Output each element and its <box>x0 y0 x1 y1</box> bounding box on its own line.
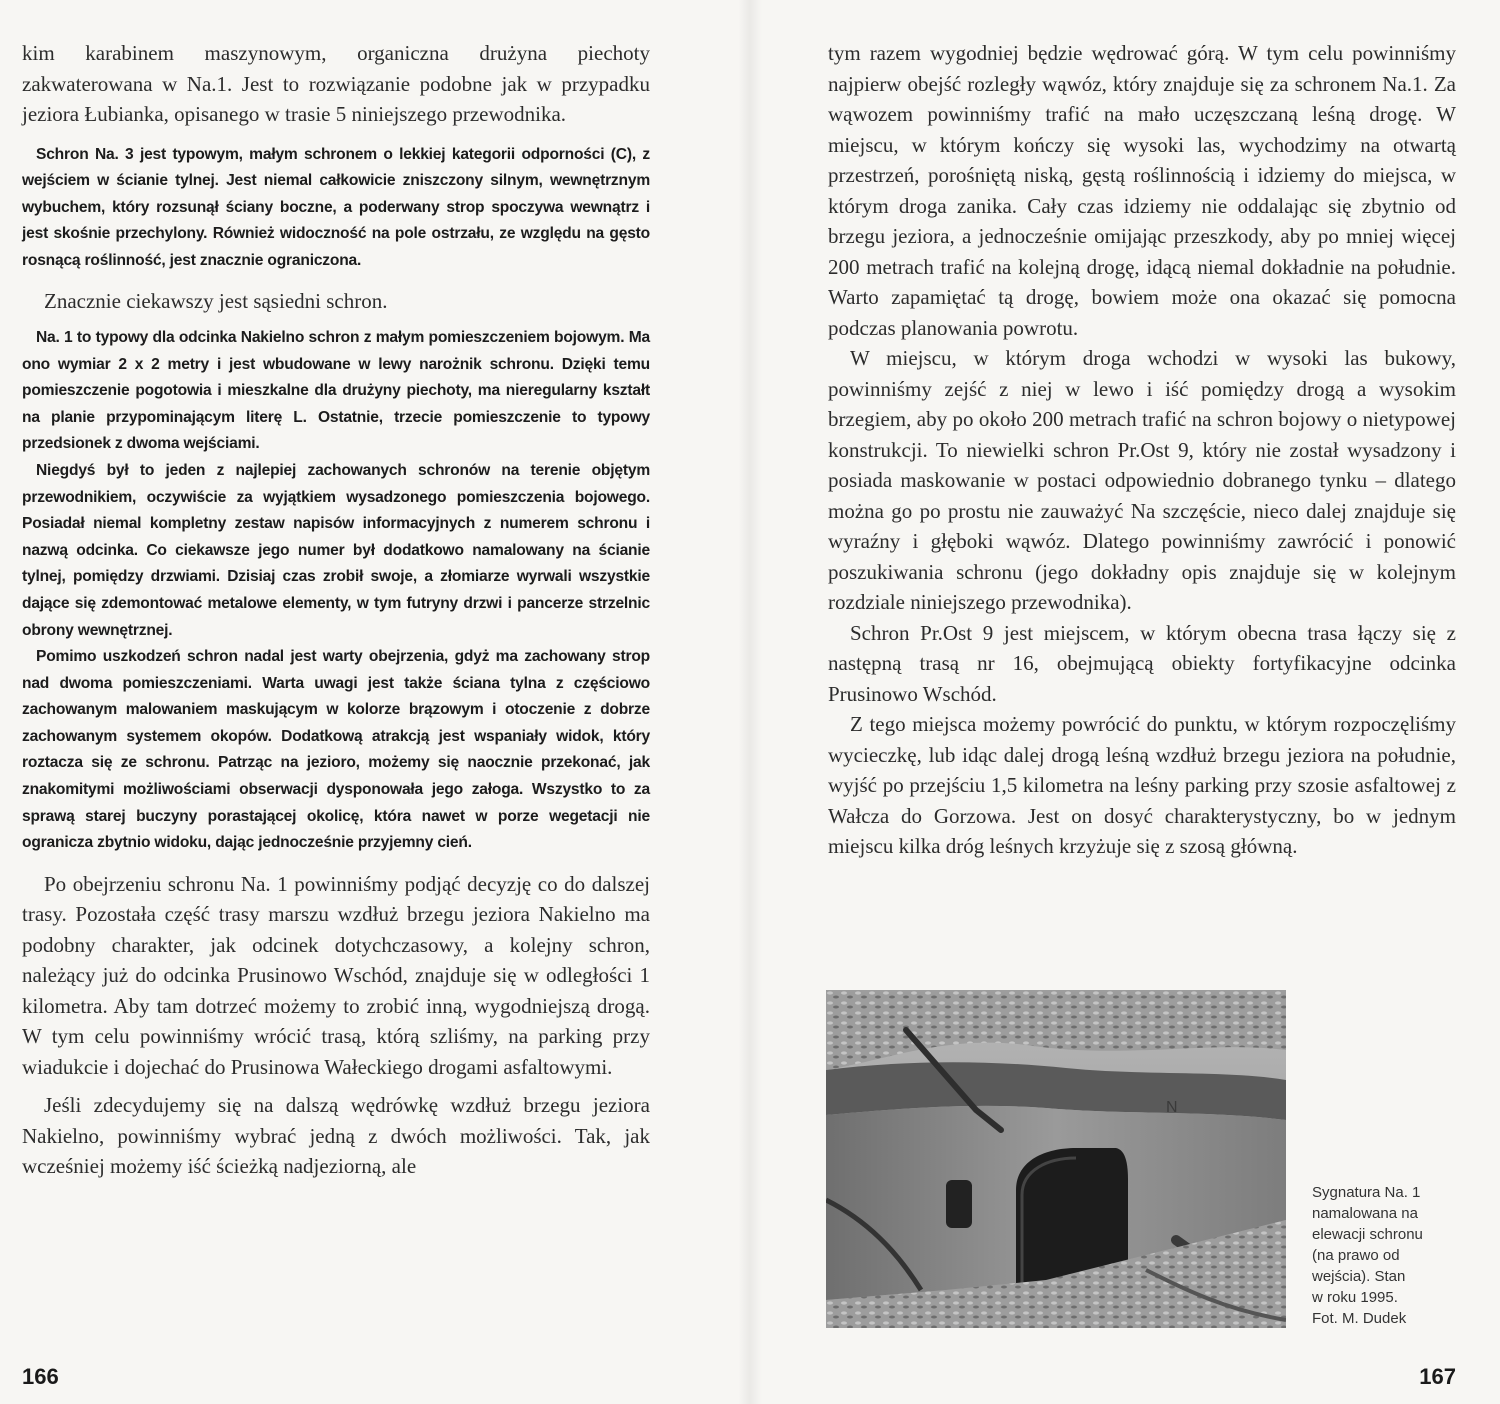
page-number-right: 167 <box>1419 1364 1456 1389</box>
photo-caption: Sygnatura Na. 1 namalowana na elewacji schronu (na prawo od wejścia). Stan w roku 1995. Fot. M. Dudek <box>1312 1184 1423 1327</box>
page-number-left: 166 <box>22 1364 59 1389</box>
description-paragraph-history: Niegdyś był to jeden z najlepiej zachowanych schronów na terenie objętym przewodnikiem, oczywiście za wyjątkiem wysadzonego pomieszczenia bojowego. Posiadał niemal kompletny zestaw napisów informacyjnych z numerem schronu i nazwą odcinka. Co ciekawsze jego numer był dodatkowo namalowany na ścianie tylnej, pomiędzy drzwiami. Dzisiaj czas zrobił swoje, a złomiarze wyrwali wszystkie dające się zdemontować metalowe elementy, w tym futryny drzwi i pancerze strzelnic obrony wewnętrznej. <box>22 461 650 639</box>
right-text-column <box>828 38 1456 862</box>
body-paragraph: Po obejrzeniu schronu Na. 1 powinniśmy podjąć decyzję co do dalszej trasy. Pozostała część trasy marszu wzdłuż brzegu jeziora Nakielno ma podobny charakter, jak odcinek dotychczasowy, a kolejny schron, należący już do odcinka Prusinowo Wschód, znajduje się w odległości 1 kilometra. Aby tam dotrzeć możemy to zrobić inną, wygodniejszą drogą. W tym celu powinniśmy wrócić trasą, którą szliśmy, na parking przy wiadukcie i dojechać do Prusinowa Wałeckiego drogami asfaltowymi. <box>22 871 650 1079</box>
bunker-photo <box>826 990 1286 1328</box>
description-paragraph-na3: Schron Na. 3 jest typowym, małym schronem o lekkiej kategorii odporności (C), z wejściem w ścianie tylnej. Jest niemal całkowicie zniszczony silnym, wewnętrznym wybuchem, który rozsunął ściany boczne, a poderwany strop spoczywa wewnątrz i jest skośnie przechylony. Również widoczność na pole ostrzału, ze względu na gęsto rosnącą roślinność, jest znacznie ograniczona. <box>22 145 650 269</box>
left-text-column <box>22 38 650 1182</box>
body-paragraph: Z tego miejsca możemy powrócić do punktu, w którym rozpoczęliśmy wycieczkę, lub idąc dalej drogą leśną wzdłuż brzegu jeziora na południe, wyjść po przejściu 1,5 kilometra na leśny parking przy szosie asfaltowej z Wałcza do Gorzowa. Jest on dosyć charakterystyczny, bo w jednym miejscu kilka dróg leśnych krzyżuje się z szosą główną. <box>828 712 1456 858</box>
body-paragraph: Jeśli zdecydujemy się na dalszą wędrówkę wzdłuż brzegu jeziora Nakielno, powinniśmy wybrać jedną z dwóch możliwości. Tak, jak wcześniej możemy iść ścieżką nadjeziorną, ale <box>22 1093 650 1179</box>
description-paragraph-na1: Na. 1 to typowy dla odcinka Nakielno schron z małym pomieszczeniem bojowym. Ma ono wymiar 2 x 2 metry i jest wbudowane w lewy narożnik schronu. Dzięki temu pomieszczenie pogotowia i mieszkalne dla drużyny piechoty, ma nieregularny kształt na planie przypominającym literę L. Ostatnie, trzecie pomieszczenie to typowy przedsionek z dwoma wejściami. <box>22 328 650 453</box>
body-paragraph: W miejscu, w którym droga wchodzi w wysoki las bukowy, powinniśmy zejść z niej w lewo i iść pomiędzy drogą a wysokim brzegiem, aby po około 200 metrach trafić na schron bojowy o nietypowej konstrukcji. To niewielki schron Pr.Ost 9, który nie został wysadzony i posiada maskowanie w postaci odpowiednio dobranego tynku – dlatego można go po prostu nie zauważyć Na szczęście, nieco dalej znajduje się wyraźny i głęboki wąwóz. Dlatego powinniśmy zawrócić i ponowić poszukiwania schronu (jego dokładny opis znajduje się w kolejnym rozdziale niniejszego przewodnika). <box>828 346 1456 614</box>
body-paragraph: Schron Pr.Ost 9 jest miejscem, w którym obecna trasa łączy się z następną trasą nr 16, obejmującą obiekty fortyfikacyjne odcinka Prusinowo Wschód. <box>828 620 1456 706</box>
body-paragraph: kim karabinem maszynowym, organiczna drużyna piechoty zakwaterowana w Na.1. Jest to rozwiązanie podobne jak w przypadku jeziora Łubianka, opisanego w trasie 5 niniejszego przewodnika. <box>22 41 650 126</box>
body-paragraph: tym razem wygodniej będzie wędrować górą. W tym celu powinniśmy najpierw obejść rozległy wąwóz, który znajduje się za schronem Na.1. Za wąwozem powinniśmy trafić na mało uczęszczaną leśną drogę. W miejscu, w którym kończy się wysoki las, wychodzimy na otwartą przestrzeń, porośniętą niską, gęstą roślinnością i idziemy do miejsca, w którym droga zanika. Cały czas idziemy nie oddalając się zbytnio od brzegu jeziora, a jednocześnie omijając przeszkody, aby po mniej więcej 200 metrach trafić na kolejną drogę, idącą niemal dokładnie na południe. Warto zapamiętać tą drogę, bowiem może ona okazać się pomocna podczas planowania powrotu. <box>828 41 1456 340</box>
svg-text:N: N <box>1166 1099 1178 1116</box>
body-paragraph: Znacznie ciekawszy jest sąsiedni schron. <box>44 289 388 314</box>
description-paragraph-condition: Pomimo uszkodzeń schron nadal jest warty obejrzenia, gdyż ma zachowany strop nad dwoma pomieszczeniami. Warta uwagi jest także ściana tylna z częściowo zachowanym malowaniem maskującym w kolorze brązowym i otoczenie z dobrze zachowanym systemem okopów. Dodatkową atrakcją jest wspaniały widok, który roztacza się ze schronu. Patrząc na jezioro, możemy się naocznie przekonać, jak znakomitymi możliwościami obserwacji dysponowała jego załoga. Wszystko to za sprawą starej buczyny porastającej okolicę, która nawet w porze wegetacji nie ogranicza zbytnio widoku, dając jednocześnie przyjemny cień. <box>22 648 650 852</box>
